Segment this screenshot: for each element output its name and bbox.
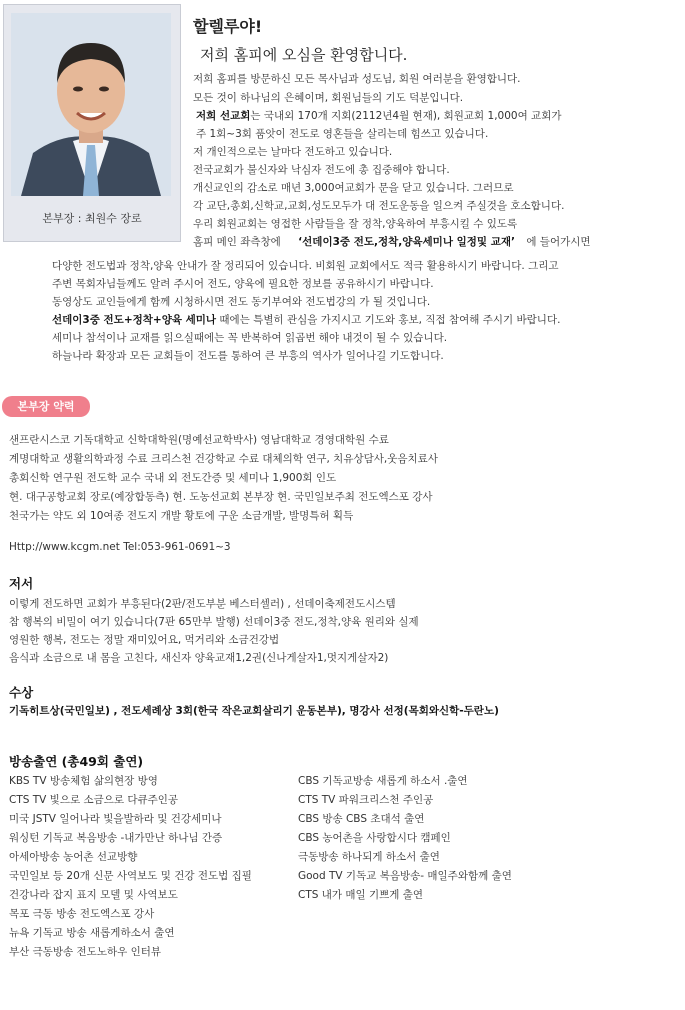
profile-card [3, 4, 181, 242]
intro-line: 모든 것이 하나님의 은혜이며, 회원님들의 기도 덕분입니다. [193, 92, 464, 104]
broadcast-item: Good TV 기독교 복음방송- 매일주와함께 출연 [298, 870, 512, 882]
intro-text: 홈피 메인 좌측창에 [193, 236, 281, 248]
broadcast-item: KBS TV 방송체험 삶의현장 방영 [9, 775, 158, 787]
broadcast-item: CBS 방송 CBS 초대석 출연 [298, 813, 425, 825]
broadcast-item: 극동방송 하나되게 하소서 출연 [298, 851, 440, 863]
broadcast-item: CBS 기독교방송 새롭게 하소서 .출연 [298, 775, 468, 787]
broadcast-heading: 방송출연 (총49회 출연) [9, 754, 144, 769]
book-line: 영원한 행복, 전도는 정말 재미있어요, 먹거리와 소금건강법 [9, 634, 280, 646]
career-line: 계명대학교 생활의학과정 수료 크리스천 건강학교 수료 대체의학 연구, 치유상담사,웃음치료사 [9, 453, 438, 465]
mission-name: 저희 선교회 [196, 110, 251, 122]
broadcast-item: 아세아방송 농어촌 선교방향 [9, 851, 138, 863]
intro-line: 동영상도 교인들에게 함께 시청하시면 전도 동기부여와 전도법강의 가 될 것입니다. [52, 296, 431, 308]
intro-text: 때에는 특별히 관심을 가지시고 기도와 홍보, 직접 참여해 주시기 바랍니다. [216, 314, 561, 326]
broadcast-item: CTS 내가 매일 기쁘게 출연 [298, 889, 424, 901]
intro-line: 세미나 참석이나 교재를 읽으실때에는 꼭 반복하여 읽곱번 해야 내것이 될 수 있습니다. [52, 332, 448, 344]
intro-line: 우리 회원교회는 영접한 사람들을 잘 정착,양육하여 부흥시킬 수 있도록 [193, 218, 518, 230]
intro-line [52, 312, 560, 327]
awards-line: 기독히트상(국민일보) , 전도세례상 3회(한국 작은교회살리기 운동본부), 명강사 선정(목회와신학-두란노) [9, 705, 499, 717]
profile-photo [11, 13, 171, 196]
broadcast-item: 국민일보 등 20개 신문 사역보도 및 건강 전도법 집필 [9, 870, 252, 882]
intro-line: 저희 홈피를 방문하신 모든 목사님과 성도님, 회원 여러분을 환영합니다. [193, 73, 521, 85]
intro-line: 주 1회~3회 품앗이 전도로 영혼들을 살리는데 힘쓰고 있습니다. [196, 128, 489, 140]
contact-info: Http://www.kcgm.net Tel:053-961-0691~3 [9, 541, 231, 553]
intro-text: 에 들어가시면 [526, 236, 591, 248]
broadcast-item: 목포 극동 방송 전도엑스포 강사 [9, 908, 155, 920]
seminar-link-text: ‘선데이3중 전도,정착,양육세미나 일정및 교재’ [298, 236, 515, 248]
broadcast-item: 건강나라 잡지 표지 모델 및 사역보도 [9, 889, 178, 901]
book-line: 이렇게 전도하면 교회가 부흥된다(2판/전도부분 베스터셀러) , 선데이축제전도시스템 [9, 598, 396, 610]
intro-text: 는 국내외 170개 지회(2112년4월 현재), 회원교회 1,000여 교회가 [250, 110, 562, 122]
broadcast-item: 뉴욕 기독교 방송 새롭게하소서 출연 [9, 927, 175, 939]
career-line: 현. 대구공항교회 장로(예장합동측) 현. 도농선교회 본부장 현. 국민일보주최 전도엑스포 강사 [9, 491, 433, 503]
book-line: 참 행복의 비밀이 여기 있습니다(7판 65만부 발행) 선데이3중 전도,정착,양육 원리와 실제 [9, 616, 419, 628]
intro-line [196, 108, 562, 123]
books-heading: 저서 [9, 576, 34, 591]
broadcast-item: 워싱턴 기독교 복음방송 -내가만난 하나님 간증 [9, 832, 223, 844]
career-badge: 본부장 약력 [2, 396, 90, 417]
broadcast-item: 미국 JSTV 일어나라 빛을발하라 및 건강세미나 [9, 813, 222, 825]
career-line: 천국가는 약도 외 10여종 전도지 개발 황토에 구운 소금개발, 발명특허 획득 [9, 510, 354, 522]
intro-line [193, 234, 591, 249]
greeting-title: 할렐루야! [193, 17, 263, 36]
intro-line: 전국교회가 불신자와 낙심자 전도에 총 집중해야 합니다. [193, 164, 450, 176]
seminar-name: 선데이3중 전도+정착+양육 세미나 [52, 314, 217, 326]
intro-line: 다양한 전도법과 정착,양육 안내가 잘 정리되어 있습니다. 비회원 교회에서도 적극 활용하시기 바랍니다. 그리고 [52, 260, 559, 272]
intro-line: 주변 목회자님들께도 알려 주시어 전도, 양육에 필요한 정보를 공유하시기 바랍니다. [52, 278, 434, 290]
awards-heading: 수상 [9, 685, 34, 700]
intro-line: 하늘나라 확장과 모든 교회들이 전도를 통하여 큰 부흥의 역사가 일어나길 기도합니다. [52, 350, 444, 362]
intro-line: 저 개인적으로는 날마다 전도하고 있습니다. [193, 146, 393, 158]
intro-line: 개신교인의 감소로 매년 3,000여교회가 문을 닫고 있습니다. 그러므로 [193, 182, 514, 194]
career-line: 총회신학 연구원 전도학 교수 국내 외 전도간증 및 세미나 1,900회 인도 [9, 472, 337, 484]
career-line: 샌프란시스코 기독대학교 신학대학원(명예선교학박사) 영남대학교 경영대학원 수료 [9, 434, 389, 446]
intro-line: 각 교단,총회,신학교,교회,성도모두가 대 전도운동을 일으켜 주실것을 호소합니다. [193, 200, 565, 212]
broadcast-item: CTS TV 파워크리스천 주인공 [298, 794, 434, 806]
greeting-subtitle: 저희 홈피에 오심을 환영합니다. [200, 46, 408, 64]
photo-caption: 본부장 : 최원수 장로 [42, 212, 142, 225]
broadcast-item: CBS 농어촌을 사랑합시다 캠페인 [298, 832, 451, 844]
broadcast-item: 부산 극동방송 전도노하우 인터뷰 [9, 946, 162, 958]
portrait-image [11, 13, 171, 196]
broadcast-item: CTS TV 빛으로 소금으로 다큐주인공 [9, 794, 179, 806]
book-line: 음식과 소금으로 내 몸을 고친다, 새신자 양육교재1,2권(신나게살자1,멋지게살자2) [9, 652, 389, 664]
